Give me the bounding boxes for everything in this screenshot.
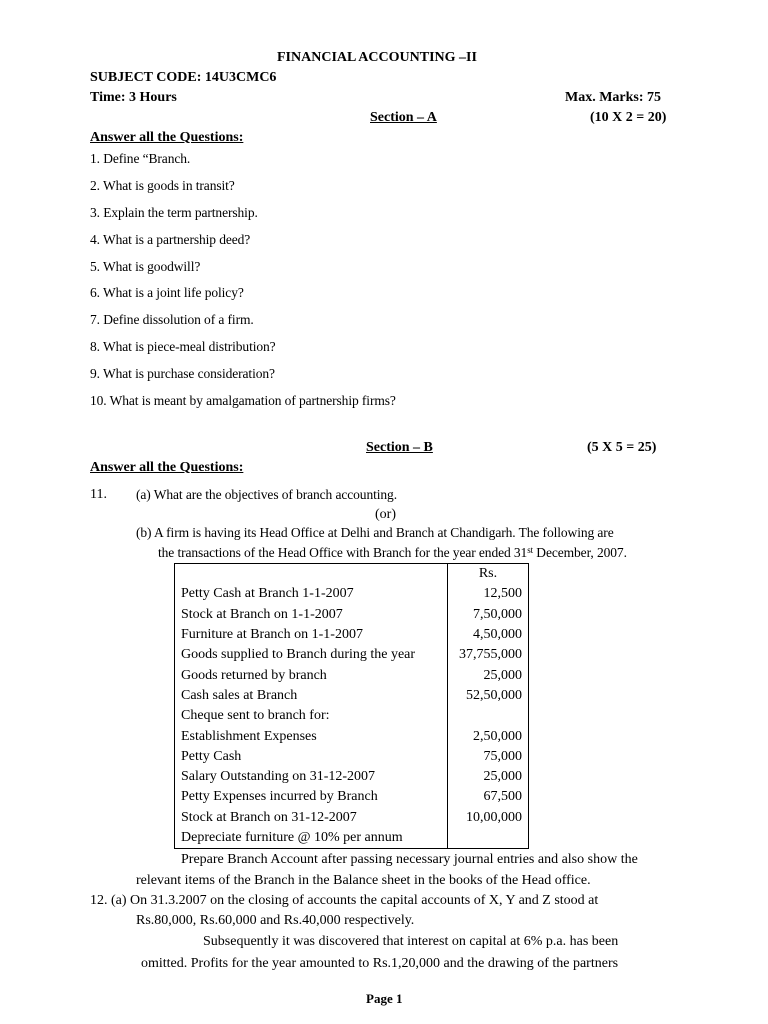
table-header-row xyxy=(175,564,529,585)
question-11b-instruction-line1: Prepare Branch Account after passing necessary journal entries and also show the xyxy=(181,852,638,867)
row-amount: 75,000 xyxy=(448,747,529,767)
question-5: 5. What is goodwill? xyxy=(90,259,201,274)
table-row xyxy=(175,625,529,645)
row-label: Goods returned by branch xyxy=(181,667,327,683)
table-row xyxy=(175,787,529,807)
ordinal-suffix: st xyxy=(527,545,534,555)
or-separator: (or) xyxy=(375,507,396,522)
question-11b-line2 xyxy=(158,545,627,561)
row-amount: 37,755,000 xyxy=(448,645,529,665)
question-4: 4. What is a partnership deed? xyxy=(90,232,251,247)
question-11b-instruction-line2: relevant items of the Branch in the Balance sheet in the books of the Head office. xyxy=(136,873,591,888)
row-amount: 7,50,000 xyxy=(448,605,529,625)
table-row xyxy=(175,747,529,767)
question-12a-line4: omitted. Profits for the year amounted to Rs.1,20,000 and the drawing of the partners xyxy=(141,956,619,971)
question-2: 2. What is goods in transit? xyxy=(90,178,235,193)
table-cell xyxy=(175,564,448,585)
row-label: Furniture at Branch on 1-1-2007 xyxy=(181,627,363,643)
question-11b-line1: (b) A firm is having its Head Office at Delhi and Branch at Chandigarh. The following are xyxy=(136,525,614,540)
question-12a-line2: Rs.80,000, Rs.60,000 and Rs.40,000 respectively. xyxy=(136,913,415,928)
subject-code: SUBJECT CODE: 14U3CMC6 xyxy=(90,70,277,85)
row-label: Cash sales at Branch xyxy=(181,687,298,703)
question-12a-line1: 12. (a) On 31.3.2007 on the closing of accounts the capital accounts of X, Y and Z stood at xyxy=(90,893,599,908)
row-label: Stock at Branch on 1-1-2007 xyxy=(181,606,343,622)
row-amount: 67,500 xyxy=(448,787,529,807)
row-label: Petty Expenses incurred by Branch xyxy=(181,789,378,805)
row-amount: 25,000 xyxy=(448,767,529,787)
row-amount: 4,50,000 xyxy=(448,625,529,645)
row-label: Goods supplied to Branch during the year xyxy=(181,647,416,663)
table-row xyxy=(175,665,529,685)
row-label: Establishment Expenses xyxy=(181,728,317,744)
row-label: Stock at Branch on 31-12-2007 xyxy=(181,809,357,825)
question-12a-line3: Subsequently it was discovered that interest on capital at 6% p.a. has been xyxy=(203,934,619,949)
row-amount xyxy=(448,706,529,726)
table-row xyxy=(175,726,529,746)
row-label: Petty Cash at Branch 1-1-2007 xyxy=(181,586,354,602)
section-a-marks: (10 X 2 = 20) xyxy=(590,110,667,125)
row-amount: 25,000 xyxy=(448,665,529,685)
max-marks: Max. Marks: 75 xyxy=(565,90,662,105)
question-11b-line2-date: December, 2007. xyxy=(533,545,627,560)
page-number: Page 1 xyxy=(366,991,403,1006)
exam-time: Time: 3 Hours xyxy=(90,90,177,105)
question-11a: (a) What are the objectives of branch accounting. xyxy=(136,487,397,502)
table-row xyxy=(175,645,529,665)
row-amount: 52,50,000 xyxy=(448,686,529,706)
row-label: Petty Cash xyxy=(181,748,242,764)
question-3: 3. Explain the term partnership. xyxy=(90,205,258,220)
row-amount: 2,50,000 xyxy=(448,726,529,746)
table-row xyxy=(175,605,529,625)
question-8: 8. What is piece-meal distribution? xyxy=(90,339,276,354)
table-row xyxy=(175,706,529,726)
row-amount xyxy=(448,828,529,849)
question-9: 9. What is purchase consideration? xyxy=(90,366,275,381)
question-10: 10. What is meant by amalgamation of partnership firms? xyxy=(90,393,396,408)
row-label: Depreciate furniture @ 10% per annum xyxy=(181,830,403,845)
question-11-number: 11. xyxy=(90,487,107,502)
exam-title: FINANCIAL ACCOUNTING –II xyxy=(277,50,477,65)
branch-transactions-table xyxy=(174,563,529,849)
section-a-title: Section – A xyxy=(370,110,437,125)
section-b-title: Section – B xyxy=(366,440,433,455)
table-row xyxy=(175,686,529,706)
question-7: 7. Define dissolution of a firm. xyxy=(90,312,254,327)
rs-header: Rs. xyxy=(448,564,529,585)
table-row xyxy=(175,808,529,828)
section-b-marks: (5 X 5 = 25) xyxy=(587,440,657,455)
table-row xyxy=(175,584,529,604)
question-6: 6. What is a joint life policy? xyxy=(90,285,244,300)
row-amount: 10,00,000 xyxy=(448,808,529,828)
question-1: 1. Define “Branch. xyxy=(90,151,191,166)
row-label: Salary Outstanding on 31-12-2007 xyxy=(181,769,376,785)
question-11b-line2-text: the transactions of the Head Office with Branch for the year ended 31 xyxy=(158,545,528,560)
table-row xyxy=(175,828,529,849)
section-a-instruction: Answer all the Questions: xyxy=(90,130,244,145)
section-b-instruction: Answer all the Questions: xyxy=(90,460,244,475)
row-amount: 12,500 xyxy=(448,584,529,604)
table-row xyxy=(175,767,529,787)
row-label: Cheque sent to branch for: xyxy=(181,708,330,724)
